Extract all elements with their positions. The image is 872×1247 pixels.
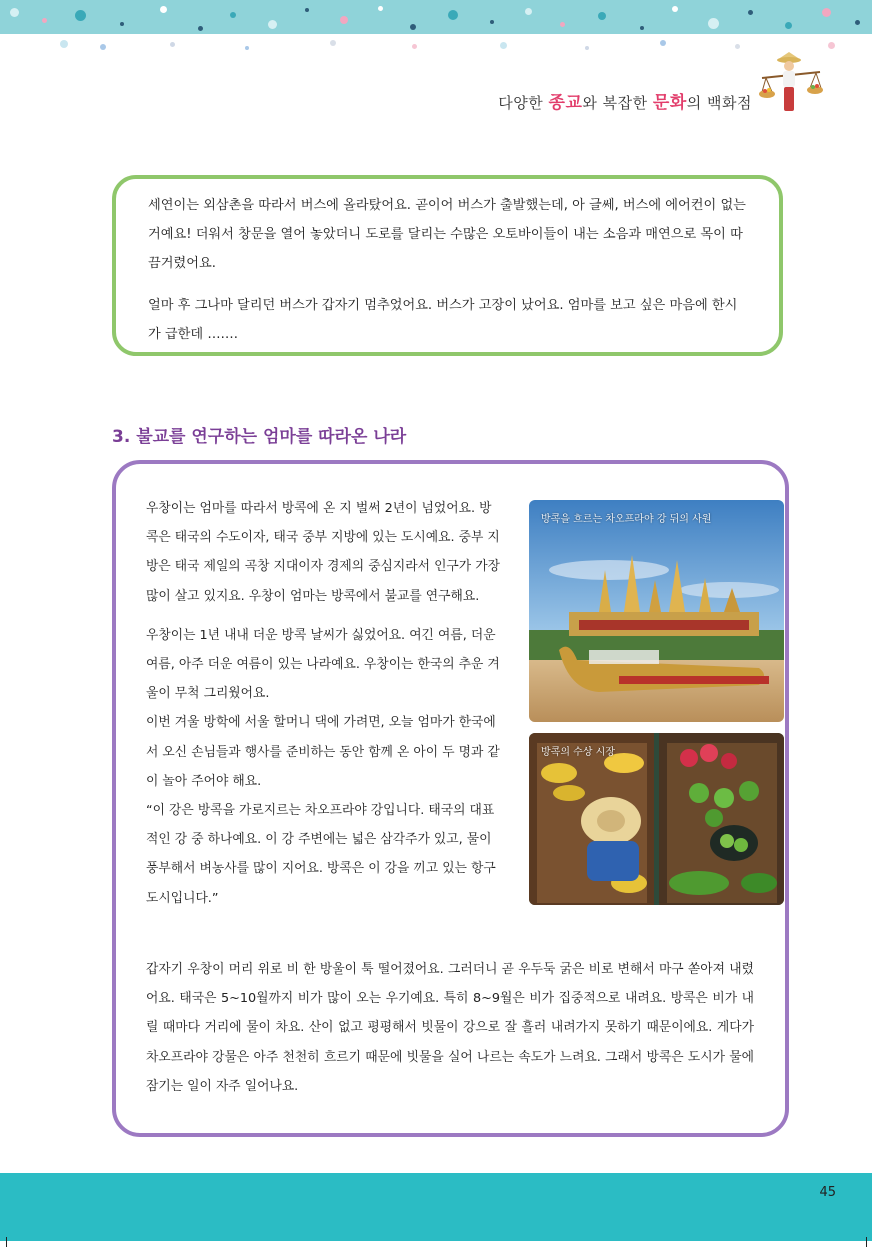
decor-dot [245, 46, 249, 50]
page-number: 45 [819, 1185, 836, 1200]
decor-dot [598, 12, 606, 20]
decor-dot [660, 40, 666, 46]
story-paragraph: 세연이는 외삼촌을 따라서 버스에 올라탔어요. 곧이어 버스가 출발했는데, 아 글쎄, 버스에 에어컨이 없는 거예요! 더워서 창문을 열어 놓았더니 도로를 달리는 수많은 오토바이들이 내는 소음과 매연으로 목이 따끔거렸어요. [148, 198, 746, 271]
floating-market-image [529, 733, 784, 905]
decor-dot [490, 20, 494, 24]
decor-dot [340, 16, 348, 24]
decor-dot [100, 44, 106, 50]
main-paragraph: 이번 겨울 방학에 서울 할머니 댁에 가려면, 오늘 엄마가 한국에서 오신 손님들과 행사를 준비하는 동안 함께 온 아이 두 명과 같이 놀아 주어야 해요. [146, 715, 500, 789]
main-bottom-paragraph: 갑자기 우창이 머리 위로 비 한 방울이 툭 떨어졌어요. 그러더니 곧 우두둑 굵은 비로 변해서 마구 쏟아져 내렸어요. 태국은 5~10월까지 비가 많이 오는 우기예요. 특히 8~9월은 비가 집중적으로 내려요. 방콕은 비가 내릴 때마다 거리에 물이 차요. 산이 없고 평평해서 빗물이 강으로 잘 흘러 내려가지 못하기 때문이에요. 게다가 차오프라야 강물은 아주 천천히 흐르기 때문에 빗물을 실어 나르는 속도가 느려요. 그래서 방콕은 도시가 물에 잠기는 일이 자주 일어나요. [146, 962, 754, 1094]
decor-dot [735, 44, 740, 49]
chapter-title-highlight-religion: 종교 [548, 93, 583, 113]
bottom-text [146, 955, 754, 1101]
section-heading: 3. 불교를 연구하는 엄마를 따라온 나라 [112, 427, 407, 447]
decor-dot [198, 26, 203, 31]
top-decorative-banner [0, 0, 872, 60]
decor-dot [120, 22, 124, 26]
main-paragraph: 우창이는 1년 내내 더운 방콕 날씨가 싫었어요. 여긴 여름, 더운 여름, 아주 더운 여름이 있는 나라예요. 우창이는 한국의 추운 겨울이 무척 그리웠어요. [146, 627, 500, 702]
decor-dot [500, 42, 507, 49]
street-vendor-illustration [758, 52, 824, 118]
decor-dot [785, 22, 792, 29]
decor-dot [60, 40, 68, 48]
chapter-title-part: 다양한 [498, 94, 549, 112]
decor-dot [748, 10, 753, 15]
main-paragraph: 우창이는 엄마를 따라서 방콕에 온 지 벌써 2년이 넘었어요. 방콕은 태국의 수도이자, 태국 중부 지방에 있는 도시예요. 중부 지방은 태국 제일의 곡창 지대이자 경제의 중심지라서 인구가 가장 많이 살고 있지요. 우창이 엄마는 방콕에서 불교를 연구해요. [146, 501, 500, 604]
decor-dot [560, 22, 565, 27]
top-band [0, 0, 872, 34]
decor-dot [828, 42, 835, 49]
decor-dot [640, 26, 644, 30]
decor-dot [170, 42, 175, 47]
decor-dot [855, 20, 860, 25]
decor-dot [305, 8, 309, 12]
crop-mark [6, 1237, 7, 1247]
crop-mark [866, 1237, 867, 1247]
decor-dot [412, 44, 417, 49]
decor-dot [448, 10, 458, 20]
decor-dot [822, 8, 831, 17]
decor-dot [160, 6, 167, 13]
decor-dot [230, 12, 236, 18]
photo-caption-temple: 방콕을 흐르는 차오프라야 강 뒤의 사원 [541, 514, 712, 525]
footer-band [0, 1173, 872, 1241]
decor-dot [672, 6, 678, 12]
floating-market-photo [529, 733, 784, 905]
decor-dot [378, 6, 383, 11]
decor-dot [410, 24, 416, 30]
chapter-title-highlight-culture: 문화 [652, 93, 687, 113]
decor-dot [585, 46, 589, 50]
temple-river-image [529, 500, 784, 722]
temple-river-photo [529, 500, 784, 722]
decor-dot [268, 20, 277, 29]
decor-dot [525, 8, 532, 15]
photo-caption-market: 방콕의 수상 시장 [541, 747, 615, 758]
chapter-title-part: 와 복잡한 [582, 94, 653, 112]
chapter-title-part: 의 백화점 [686, 94, 752, 112]
main-text-column [146, 494, 500, 913]
story-box [112, 175, 783, 356]
story-paragraph: 얼마 후 그나마 달리던 버스가 갑자기 멈추었어요. 버스가 고장이 났어요. 엄마를 보고 싶은 마음에 한시가 급한데 ……. [148, 298, 738, 342]
chapter-title [498, 88, 752, 113]
decor-dot [10, 8, 19, 17]
decor-dot [330, 40, 336, 46]
decor-dot [42, 18, 47, 23]
main-paragraph: “이 강은 방콕을 가로지르는 차오프라야 강입니다. 태국의 대표적인 강 중 하나예요. 이 강 주변에는 넓은 삼각주가 있고, 물이 풍부해서 벼농사를 많이 지어요. 방콕은 이 강을 끼고 있는 항구 도시입니다.” [146, 803, 496, 906]
decor-dot [75, 10, 86, 21]
decor-dot [708, 18, 719, 29]
